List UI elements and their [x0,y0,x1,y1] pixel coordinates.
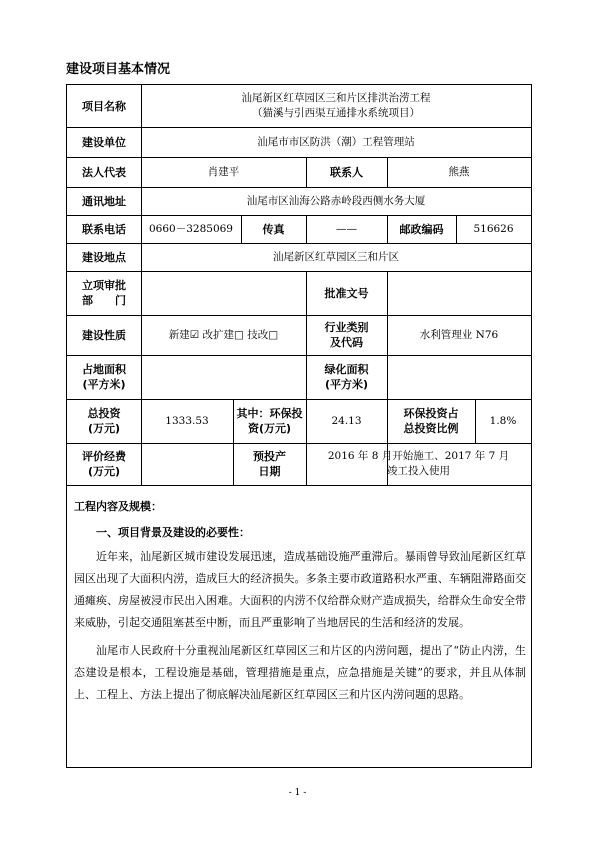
fax-label: 传真 [262,222,285,236]
approval-no-value [387,271,531,315]
phone-label: 联系电话 [82,222,126,236]
env-ratio-label-line2: 总投资比例 [403,422,459,435]
schedule-value [306,443,531,485]
area-value [141,355,306,399]
industry-label-line2: 及代码 [330,336,363,349]
address-value: 汕尾市区汕海公路赤岭段西侧水务大厦 [246,194,426,207]
green-value [387,355,531,399]
page-number: - 1 - [288,788,307,798]
eval-fee-value [141,443,233,485]
schedule-value-line2: 竣工投入使用 [387,465,450,477]
postcode-value: 516626 [473,222,514,235]
schedule-label [233,443,306,485]
section-title: 工程内容及规模： [74,500,162,513]
invest-label-line2: (万元) [87,422,121,435]
approval-dept-label-line1: 立项审批 [82,279,126,292]
area-label [67,355,141,399]
eval-fee-label-line1: 评价经费 [82,450,126,463]
legal-rep-label: 法人代表 [82,165,126,179]
location-value: 汕尾新区红草园区三和片区 [273,250,399,263]
project-name-line2: （猫溪与引西渠互通排水系统项目） [252,107,420,119]
schedule-label-line1: 预投产 [253,450,286,463]
paragraph-background: 近年来，汕尾新区城市建设发展迅速，造成基础设施严重滞后。暴雨曾导致汕尾新区红草园区出现了大面积内涝，造成巨大的经济损失。多条主要市政道路积水严重、车辆阻滞路面交通瘫痪、房屋被浸市民出入困难。大面积的内涝不仅给群众财产造成损失，给群众生命安全带来威胁，引起交通阻塞甚至中断，而且严重影响了当地居民的生活和经济的发展。 [74,550,526,629]
area-label-line2: (平方米) [82,378,126,391]
phone-value: 0660－3285069 [149,222,233,235]
paragraph-government: 汕尾市人民政府十分重视汕尾新区红草园区三和片区的内涝问题，提出了“防止内涝，生态建设是根本，工程设施是基础，管理措施是重点，应急措施是关键”的要求，并且从体制上、工程上、方法上提出了彻底解决汕尾新区红草园区三和片区内涝问题的思路。 [74,644,526,701]
area-label-line1: 占地面积 [82,363,126,376]
env-ratio-value: 1.8% [489,414,517,427]
schedule-value-line1: 2016 年 8 月开始施工、2017 年 7 月 [327,450,510,462]
address-label: 通讯地址 [82,194,126,208]
green-label-line1: 绿化面积 [324,363,369,376]
env-ratio-label [387,399,475,443]
approval-dept-label-line2: 部 门 [82,294,126,307]
invest-label-line1: 总投资 [87,407,121,420]
env-ratio-label-line1: 环保投资占 [403,407,459,420]
builder-label: 建设单位 [82,135,126,149]
legal-rep-value: 肖建平 [207,165,240,178]
schedule-label-line2: 日期 [258,465,281,478]
eval-fee-label [67,443,141,485]
postcode-label: 邮政编码 [399,222,444,236]
industry-value: 水利管理业 N76 [419,328,499,341]
eval-fee-label-line2: (万元) [87,465,121,478]
fax-value: —— [336,222,357,235]
sub-section-title: 一、项目背景及建设的必要性： [96,526,250,539]
nature-value: 新建☑ 改扩建□ 技改□ [168,328,279,341]
contact-value: 熊燕 [448,165,470,178]
project-name-label: 项目名称 [82,99,126,113]
green-label-line2: (平方米) [324,378,369,391]
page-title: 建设项目基本情况 [66,62,171,77]
approval-dept-value [141,271,306,315]
approval-dept-label [67,271,141,315]
env-invest-value: 24.13 [331,414,362,427]
row-divider [67,485,531,486]
invest-value: 1333.53 [165,414,209,427]
location-label: 建设地点 [82,250,126,264]
nature-label: 建设性质 [82,328,126,342]
approval-no-label: 批准文号 [324,286,369,300]
env-invest-label-line1: 其中：环保投 [236,407,303,420]
industry-label [306,315,387,355]
contact-label: 联系人 [330,165,363,179]
invest-label [67,399,141,443]
builder-value: 汕尾市市区防洪（潮）工程管理站 [257,135,415,148]
env-invest-label-line2: 资(万元) [247,422,292,435]
project-name-line1: 汕尾新区红草园区三和片区排洪治涝工程 [241,92,431,104]
green-label [306,355,387,399]
project-name-value [141,85,531,127]
env-invest-label [233,399,306,443]
industry-label-line1: 行业类别 [324,321,369,334]
